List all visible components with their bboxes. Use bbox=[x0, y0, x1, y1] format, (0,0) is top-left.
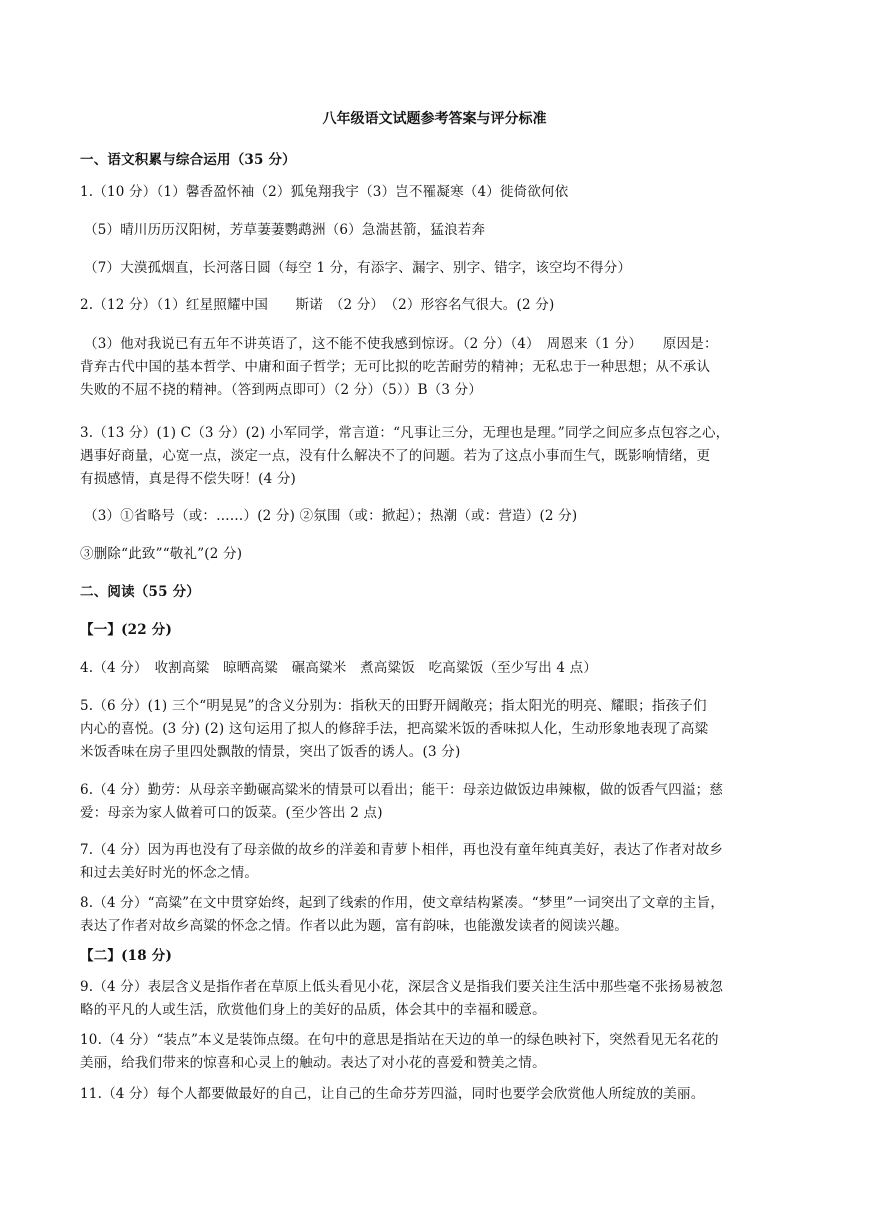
answer-line: （3）①省略号（或：……）(2 分) ②氛围（或：掀起）；热潮（或：营造）(2 分) bbox=[84, 508, 578, 524]
answer-line: 11.（4 分）每个人都要做最好的自己，让自己的生命芬芳四溢，同时也要学会欣赏他人所绽放的美丽。 bbox=[80, 1086, 705, 1102]
subsection-heading: 【一】(22 分) bbox=[80, 622, 173, 638]
answer-line: 6.（4 分）勤劳：从母亲辛勤碾高粱米的情景可以看出；能干：母亲边做饭边串辣椒，做的饭香气四溢；慈 bbox=[80, 782, 724, 798]
answer-line: 7.（4 分）因为再也没有了母亲做的故乡的洋姜和青萝卜相伴，再也没有童年纯真美好，表达了作者对故乡 bbox=[80, 842, 724, 858]
answer-line: 有损感情，真是得不偿失呀！(4 分) bbox=[80, 471, 297, 487]
answer-line: 美丽，给我们带来的惊喜和心灵上的触动。表达了对小花的喜爱和赞美之情。 bbox=[80, 1055, 546, 1071]
answer-line: 遇事好商量，心宽一点，淡定一点，没有什么解决不了的问题。若为了这点小事而生气，既影响情绪，更 bbox=[80, 448, 711, 464]
answer-line: （3）他对我说已有五年不讲英语了，这不能不使我感到惊讶。（2 分）（4） 周恩来（1 分） 原因是： bbox=[84, 336, 718, 352]
answer-line: 背弃古代中国的基本哲学、中庸和面子哲学；无可比拟的吃苦耐劳的精神；无私忠于一种思想；从不承认 bbox=[80, 359, 711, 375]
answer-line: （7）大漠孤烟直，长河落日圆（每空 1 分，有添字、漏字、别字、错字，该空均不得分） bbox=[84, 260, 632, 276]
answer-line: 失败的不屈不挠的精神。（答到两点即可）（2 分）（5））B（3 分） bbox=[80, 382, 483, 398]
document-title: 八年级语文试题参考答案与评分标准 bbox=[322, 111, 547, 127]
answer-line: 3.（13 分）(1) C（3 分）(2) 小军同学，常言道：“凡事让三分，无理也是理。”同学之间应多点包容之心， bbox=[80, 425, 730, 441]
answer-line: ③删除“此致”“敬礼”(2 分) bbox=[80, 546, 243, 562]
answer-line: 略的平凡的人或生活，欣赏他们身上的美好的品质，体会其中的幸福和暖意。 bbox=[80, 1002, 546, 1018]
subsection-heading: 【二】(18 分) bbox=[80, 948, 173, 964]
answer-line: 5.（6 分）(1) 三个“明晃晃”的含义分别为：指秋天的田野开阔敞亮；指太阳光的明亮、耀眼；指孩子们 bbox=[80, 698, 707, 714]
answer-line: 爱：母亲为家人做着可口的饭菜。(至少答出 2 点) bbox=[80, 805, 383, 821]
answer-line: 10.（4 分）“装点”本义是装饰点缀。在句中的意思是指站在天边的单一的绿色映衬下，突然看见无名花的 bbox=[80, 1032, 719, 1048]
answer-line: 2.（12 分）（1）红星照耀中国 斯诺 （2 分） （2）形容名气很大。(2 分) bbox=[80, 297, 555, 313]
answer-line: （5）晴川历历汉阳树，芳草萋萋鹦鹉洲（6）急湍甚箭，猛浪若奔 bbox=[84, 222, 486, 238]
answer-line: 内心的喜悦。(3 分) (2) 这句运用了拟人的修辞手法，把高粱米饭的香味拟人化，生动形象地表现了高粱 bbox=[80, 721, 709, 737]
answer-line: 1.（10 分）（1）馨香盈怀袖（2）狐兔翔我宇（3）岂不罹凝寒（4）徙倚欲何依 bbox=[80, 184, 569, 200]
answer-line: 表达了作者对故乡高粱的怀念之情。作者以此为题，富有韵味，也能激发读者的阅读兴趣。 bbox=[80, 918, 628, 934]
section-heading: 二、阅读（55 分） bbox=[80, 584, 200, 600]
section-heading: 一、语文积累与综合运用（35 分） bbox=[80, 152, 296, 168]
answer-line: 和过去美好时光的怀念之情。 bbox=[80, 865, 259, 881]
answer-line: 米饭香味在房子里四处飘散的情景，突出了饭香的诱人。(3 分) bbox=[80, 744, 461, 760]
answer-line: 4.（4 分） 收割高粱 晾晒高粱 碾高粱米 煮高粱饭 吃高粱饭（至少写出 4 点） bbox=[80, 660, 598, 676]
answer-line: 8.（4 分）“高粱”在文中贯穿始终，起到了线索的作用，使文章结构紧凑。“梦里”一词突出了文章的主旨， bbox=[80, 895, 725, 911]
answer-line: 9.（4 分）表层含义是指作者在草原上低头看见小花，深层含义是指我们要关注生活中那些毫不张扬易被忽 bbox=[80, 979, 724, 995]
